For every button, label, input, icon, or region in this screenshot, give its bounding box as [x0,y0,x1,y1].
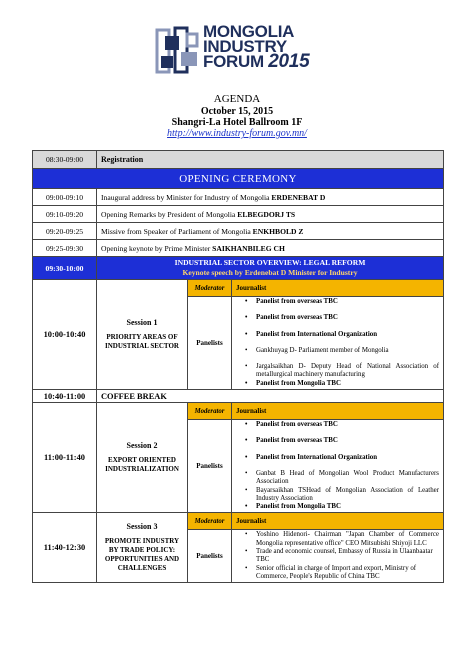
journalist-label: Journalist [232,280,444,297]
opening-speaker: ERDENEBAT D [271,192,326,202]
forum-url-link[interactable]: http://www.industry-forum.gov.mn/ [167,128,307,139]
forum-logo-wordmark [203,22,310,72]
coffee-time: 10:40-11:00 [33,390,97,403]
industrial-overview [97,257,444,280]
list-item: • Panelist from International Organization [256,331,439,339]
session2-moderator-row [33,403,444,420]
session2-topic: EXPORT ORIENTED INDUSTRIALIZATION [105,456,179,474]
opening-time: 09:25-09:30 [33,240,97,257]
list-item: • Panelist from overseas TBC [256,421,439,429]
panelists-label: Panelists [188,420,232,513]
list-item: • Panelist from International Organization [256,454,439,462]
session2-panelist-list [232,420,444,513]
session3-topic: PROMOTE INDUSTRY BY TRADE POLICY: OPPORTUNITIES AND CHALLENGES [104,537,180,573]
session3-moderator-row [33,513,444,530]
opening-desc: Missive from Speaker of Parliament of Mongolia [101,226,253,236]
event-date: October 15, 2015 [200,106,274,117]
list-item: • Senior official in charge of Import and export, Ministry of Commerce, People's Republic of China TBC [256,565,439,582]
moderator-label: Moderator [188,403,232,420]
opening-row [33,206,444,223]
list-item: • Panelist from Mongolia TBC [256,503,439,511]
list-item: • Ganbat B Head of Mongolian Wool Product Manufacturers Association [256,470,439,487]
list-item: • Trade and economic counsel, Embassy of Russia in Ulaanbaatar TBC [256,548,439,565]
logo-line-2: INDUSTRY [203,37,287,56]
list-item: • Yoshino Hidenori- Chairman "Japan Chamber of Commerce Mongolia representative office" CEO Mitsubishi Shiyoji LLC [256,531,439,548]
session3-info [97,513,188,583]
journalist-label: Journalist [232,403,444,420]
opening-desc: Opening Remarks by President of Mongolia [101,209,238,219]
industrial-time: 09:30-10:00 [33,257,97,280]
coffee-break-row [33,390,444,403]
opening-speaker: ENKHBOLD Z [252,226,304,236]
opening-desc: Inaugural address by Minister for Industry of Mongolia [101,192,272,202]
coffee-label: COFFEE BREAK [97,390,444,403]
registration-label: Registration [97,151,444,169]
session1-panelist-list [232,297,444,390]
opening-text [97,223,444,240]
moderator-label: Moderator [188,280,232,297]
list-item: • Bayarsaikhan TSHead of Mongolian Association of Leather Industry Association [256,487,439,504]
industrial-keynote: Keynote speech by Erdenebat D Minister for Industry [182,268,358,277]
opening-time: 09:10-09:20 [33,206,97,223]
opening-row [33,189,444,206]
logo-year: 2015 [268,51,310,72]
session2-time: 11:00-11:40 [33,403,97,513]
registration-row [33,151,444,169]
session2-name: Session 2 [126,441,158,451]
list-item: • Panelist from Mongolia TBC [256,380,439,388]
opening-speaker: SAIKHANBILEG CH [212,243,285,253]
panelists-label: Panelists [188,297,232,390]
session3-time: 11:40-12:30 [33,513,97,583]
opening-row [33,223,444,240]
opening-time: 09:00-09:10 [33,189,97,206]
session3-name: Session 3 [126,522,158,532]
list-item: • Panelist from overseas TBC [256,314,439,322]
session1-moderator-row [33,280,444,297]
opening-text [97,240,444,257]
opening-row [33,240,444,257]
opening-ceremony-header-row [33,169,444,189]
agenda-title: AGENDA [213,93,261,105]
session3-panelist-list [232,530,444,583]
opening-desc: Opening keynote by Prime Minister [101,243,213,253]
session1-time: 10:00-10:40 [33,280,97,390]
registration-time: 08:30-09:00 [33,151,97,169]
journalist-label: Journalist [232,513,444,530]
logo-line-3: FORUM [203,52,264,71]
agenda-table [32,150,444,583]
logo-line-1: MONGOLIA [203,22,295,41]
industrial-overview-row [33,257,444,280]
list-item: • Gankhuyag D- Parliament member of Mongolia [256,347,439,355]
forum-logo-mark-icon [155,26,201,76]
session1-topic: PRIORITY AREAS OF INDUSTRIAL SECTOR [105,333,179,351]
opening-text [97,189,444,206]
industrial-title: INDUSTRIAL SECTOR OVERVIEW: LEGAL REFORM [174,258,366,267]
list-item: • Jargalsaikhan D- Deputy Head of National Association of metallurgical machinery manufacturing [256,363,439,380]
event-venue: Shangri-La Hotel Ballroom 1F [171,117,303,128]
opening-ceremony-title: OPENING CEREMONY [33,169,444,189]
session1-name: Session 1 [126,318,158,328]
opening-speaker: ELBEGDORJ TS [237,209,296,219]
session2-info [97,403,188,513]
opening-text [97,206,444,223]
panelists-label: Panelists [188,530,232,583]
moderator-label: Moderator [188,513,232,530]
session1-info [97,280,188,390]
list-item: • Panelist from overseas TBC [256,437,439,445]
opening-time: 09:20-09:25 [33,223,97,240]
list-item: • Panelist from overseas TBC [256,298,439,306]
forum-logo [155,24,325,80]
